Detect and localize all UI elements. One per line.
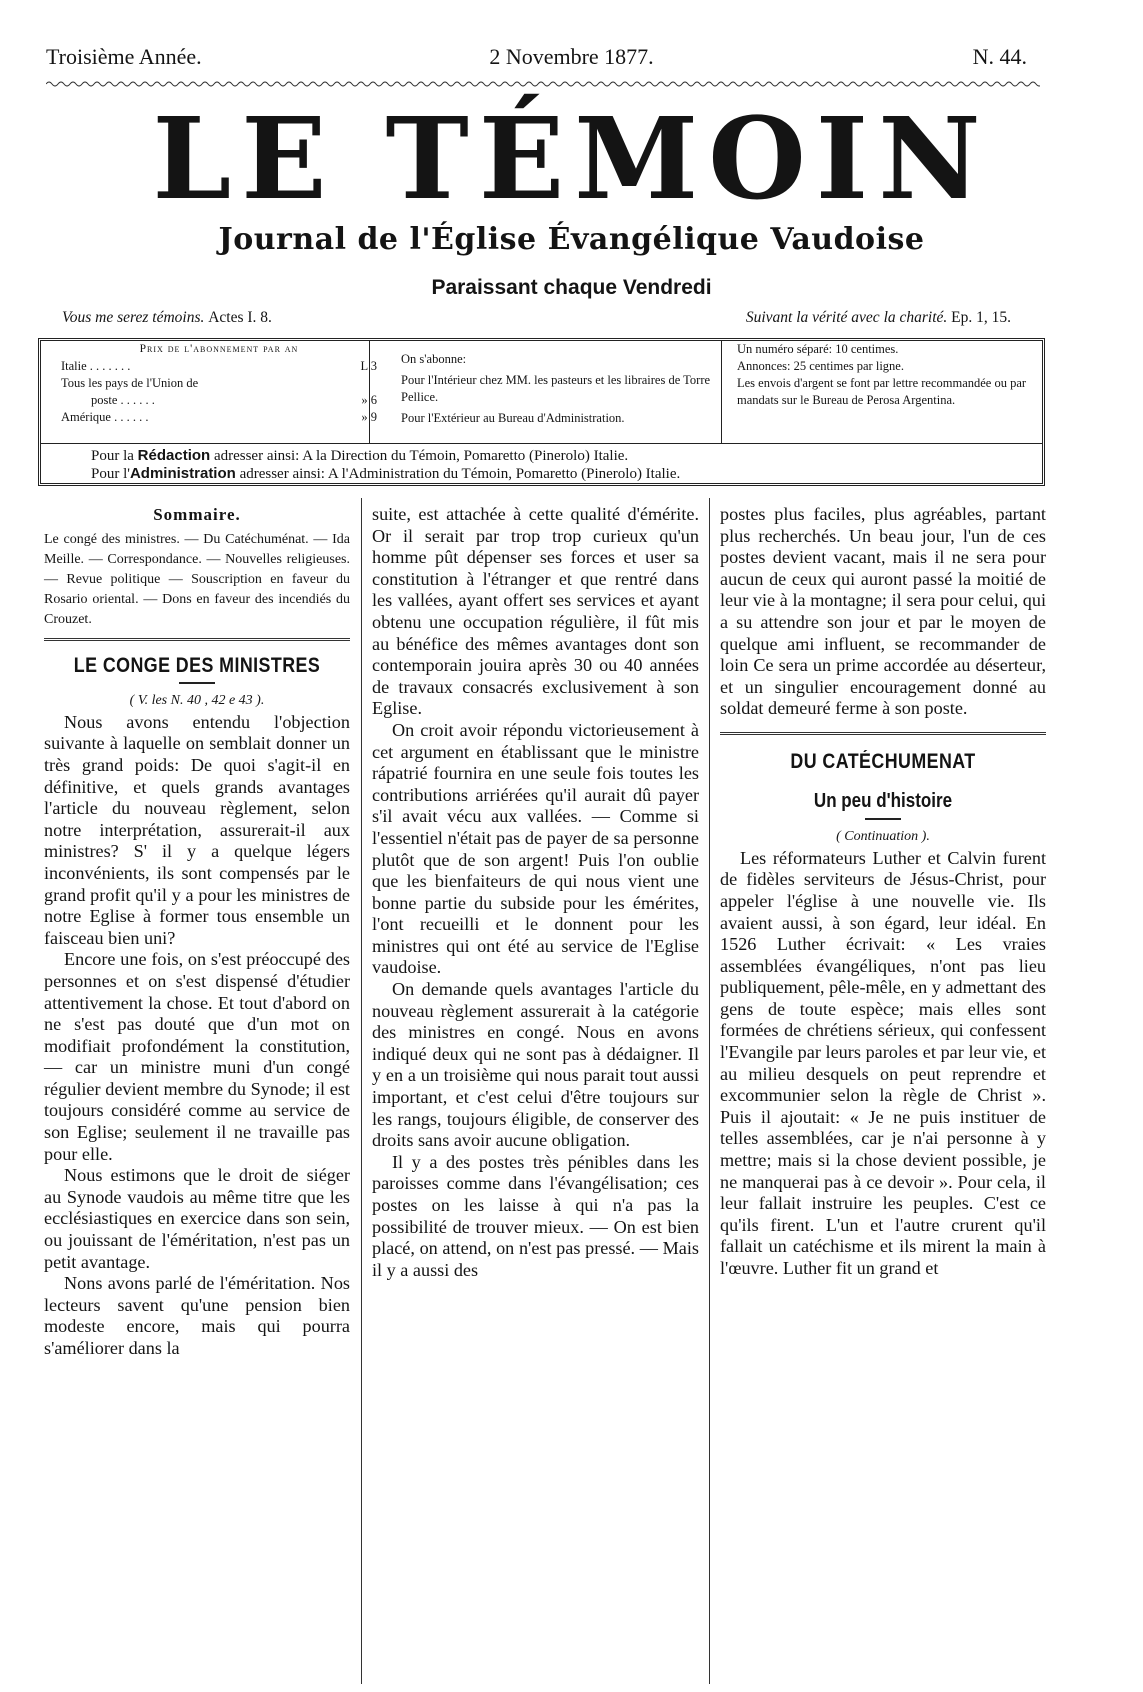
article-title: DU CATÉCHUMENAT: [790, 749, 976, 773]
address-block: [91, 447, 1021, 483]
box-divider: [369, 341, 370, 443]
motto-left-ref: Actes I. 8.: [208, 309, 272, 326]
admin-text: adresser ainsi: A l'Administration du Témoin, Pomaretto (Pinerolo) Italie.: [239, 466, 681, 482]
single-issue-price: Un numéro séparé: 10 centimes.: [737, 342, 899, 356]
price-list: [61, 341, 377, 443]
title-dash: [865, 818, 901, 820]
paragraph: Nous avons entendu l'objection suivante à laquelle on semblait donner un très grand poids: De quoi s'agit-il en définitive, et quels grands avantages l'article du nouveau règlement, selon notre interprétation, assurerait-il aux ministres? S' il y a quelque légers inconvénients, ils sont compensés par le grand profit qu'il y a pour les ministres de notre Eglise à former tous ensemble un faisceau bien uni?: [44, 711, 350, 948]
paragraph: On demande quels avantages l'article du nouveau règlement assurerait à la catégorie des ministres en congé. Nous en avons indiqué deux qui ne sont pas à dédaigner. Il y en a un troisième qui nous parait tout aussi important, et c'est celui d'être toujours sur les rangs, toujours éligible, de conserver des droits sans avoir aucune obligation.: [372, 979, 699, 1151]
abonne-title: On s'abonne:: [401, 352, 467, 366]
column-2: [372, 504, 699, 1281]
payment-info: Les envois d'argent se font par lettre recommandée ou par mandats sur le Bureau de Perosa Argentina.: [737, 376, 1027, 407]
redaction-line: [91, 447, 1021, 465]
paragraph: Encore une fois, on s'est préoccupé des personnes et on s'est dispensé d'étudier attentivement la chose. Et tout d'abord on ne s'est pas douté que d'un mot on modifiait profondément la constitution, — car un ministre muni d'un congé régulier devient membre du Synode; il est toujours considéré comme au service de son Eglise; seulement il ne travaille pas pour elle.: [44, 949, 350, 1164]
title-dash: [179, 682, 215, 684]
article-ref: ( V. les N. 40 , 42 e 43 ).: [129, 693, 265, 709]
subscribe-info: [401, 351, 741, 453]
paragraph: On croit avoir répondu victorieusement à cet argument en établissant que le ministre rápatrié fournira en une seule fois toutes les contributions arriérées qu'il aurait dû payer s'il avait vécu aux vallées. — Comme si l'essentiel n'était pas de payer de sa personne plutôt que de son argent! Puis l'on oublie que les bienfaiteurs de qui nous vient une bonne partie du subside pour les émérites, l'ont recueilli et le donnent pour les ministres qui ont été au service de l'Eglise vaudoise.: [372, 719, 699, 978]
misc-info: [729, 341, 1047, 443]
price-label: Tous les pays de l'Union de: [61, 376, 199, 390]
price-label: poste . . . . . .: [91, 393, 155, 407]
paragraph: Il y a des postes très pénibles dans les paroisses comme dans l'évangélisation; ces postes on les laisse à qui n'a pas la possibilité de trouver mieux. — On est bien placé, on attend, on n'est pas pressé. — Mais il y a aussi des: [372, 1151, 699, 1280]
price-title: Prix de l'abonnement par an: [139, 343, 299, 355]
motto-right-text: Suivant la vérité avec la charité.: [745, 309, 948, 326]
issue-number: N. 44.: [972, 44, 1027, 69]
paragraph: postes plus faciles, plus agréables, partant plus recherchés. Un beau jour, l'un de ces postes devient vacant, mais il ne sera pour aucun de ceux qui auront passé la moitié de leur vie à la montagne; il sera pour celui, qui a su attendre son jour et par le moyen de quelque ami influent, se recommander de loin Ce sera un prime accordée au déserteur, et un singulier encouragement donné au soldat demeuré ferme à son poste.: [720, 504, 1046, 719]
column-1: [44, 504, 350, 1360]
ad-price: Annonces: 25 centimes par ligne.: [737, 359, 904, 373]
box-divider: [721, 341, 722, 443]
wavy-rule: [46, 80, 1040, 88]
admin-label: Administration: [129, 465, 236, 482]
redaction-label: Rédaction: [137, 447, 211, 464]
price-label: Italie . . . . . . .: [61, 359, 131, 373]
admin-prefix: Pour l': [91, 466, 130, 482]
subscription-box: [38, 338, 1045, 486]
price-label: Amérique . . . . . .: [61, 410, 149, 424]
year-label: Troisième Année.: [46, 44, 202, 69]
paragraph: Nons avons parlé de l'éméritation. Nos lecteurs savent qu'une pension bien modeste encore, mais qui pourra s'améliorer dans la: [44, 1273, 350, 1358]
masthead-subtitle: Journal de l'Église Évangélique Vaudoise: [218, 222, 925, 257]
sommaire-text: Le congé des ministres. — Du Catéchuménat. — Ida Meille. — Correspondance. — Nouvelles religieuses. — Revue politique — Souscription en faveur du Rosario oriental. — Dons en faveur des incendiés du Crouzet.: [44, 531, 350, 627]
issue-date: 2 Novembre 1877.: [489, 44, 654, 69]
section-rule: [720, 732, 1046, 735]
motto-left: [62, 309, 272, 327]
price-row: [61, 358, 377, 375]
price-row: [61, 409, 377, 426]
column-3: [720, 504, 1046, 1280]
article-subtitle: Un peu d'histoire: [813, 789, 953, 812]
column-rule: [361, 498, 362, 1684]
article-ref: ( Continuation ).: [836, 829, 930, 845]
paragraph: suite, est attachée à cette qualité d'émérite. Or il serait par trop trop curieux qu'un homme pût dépenser ses forces et user sa constitution à l'étranger et que rentré dans les vallées, ayant offert ses services et ayant obtenu une occupation régulière, il fût mis au bénéfice des mêmes avantages dont son contemporain jouira après 30 ou 40 années de travaux consacrés exclusivement à son Eglise.: [372, 504, 699, 719]
section-rule: [44, 638, 350, 641]
motto-left-text: Vous me serez témoins.: [62, 309, 205, 326]
paragraph: Les réformateurs Luther et Calvin furent de fidèles serviteurs de Jésus-Christ, pour appeler l'église à une nouvelle vie. Ils avaient aussi, à son égard, leur idéal. En 1526 Luther écrivait: « Les vraies assemblées évangéliques, n'ont pas lieu publiquement, pêle-mêle, en y admettant des gens de toute espèce; mais elles sont formées de chrétiens sérieux, qui confessent l'Evangile par leurs paroles et par leur vie, et au milieu desquels on peut reprendre et excommunier selon la règle de Christ ». Puis il ajoutait: « Je ne puis instituer de telles assemblées, car je n'ai personne à y mettre; mais si la chose devient possible, je ne manquerai pas à ce devoir ». Pour cela, il leur fallait instruire les peuples. C'est ce qu'ils firent. L'un et l'autre crurent qu'il fallait un catéchisme et ils mirent la main à l'œuvre. Luther fit un grand et: [720, 847, 1046, 1278]
sommaire-title: Sommaire.: [153, 505, 241, 524]
price-value: » 6: [361, 393, 377, 407]
price-row: [61, 375, 377, 392]
redaction-text: adresser ainsi: A la Direction du Témoin, Pomaretto (Pinerolo) Italie.: [213, 448, 629, 464]
box-separator: [41, 443, 1042, 444]
abonne-exterieur: Pour l'Extérieur au Bureau d'Administration.: [401, 411, 625, 425]
abonne-interieur: Pour l'Intérieur chez MM. les pasteurs et les libraires de Torre Pellice.: [401, 373, 711, 404]
motto-right: [746, 309, 1011, 327]
admin-line: [91, 465, 1021, 483]
redaction-prefix: Pour la: [91, 448, 134, 464]
column-rule: [709, 498, 710, 1684]
frequency-line: Paraissant chaque Vendredi: [431, 276, 712, 299]
paragraph: Nous estimons que le droit de siéger au Synode vaudois au même titre que les ecclésiastiques en exercice dans son sein, ou jouissant de l'éméritation, n'est pas un petit avantage.: [44, 1165, 350, 1272]
price-row: [61, 392, 377, 409]
article-title: LE CONGE DES MINISTRES: [73, 653, 321, 677]
price-value: L 3: [360, 359, 377, 373]
masthead-title: LE TÉMOIN: [152, 94, 991, 225]
price-value: » 9: [361, 410, 377, 424]
motto-right-ref: Ep. 1, 15.: [951, 309, 1011, 326]
